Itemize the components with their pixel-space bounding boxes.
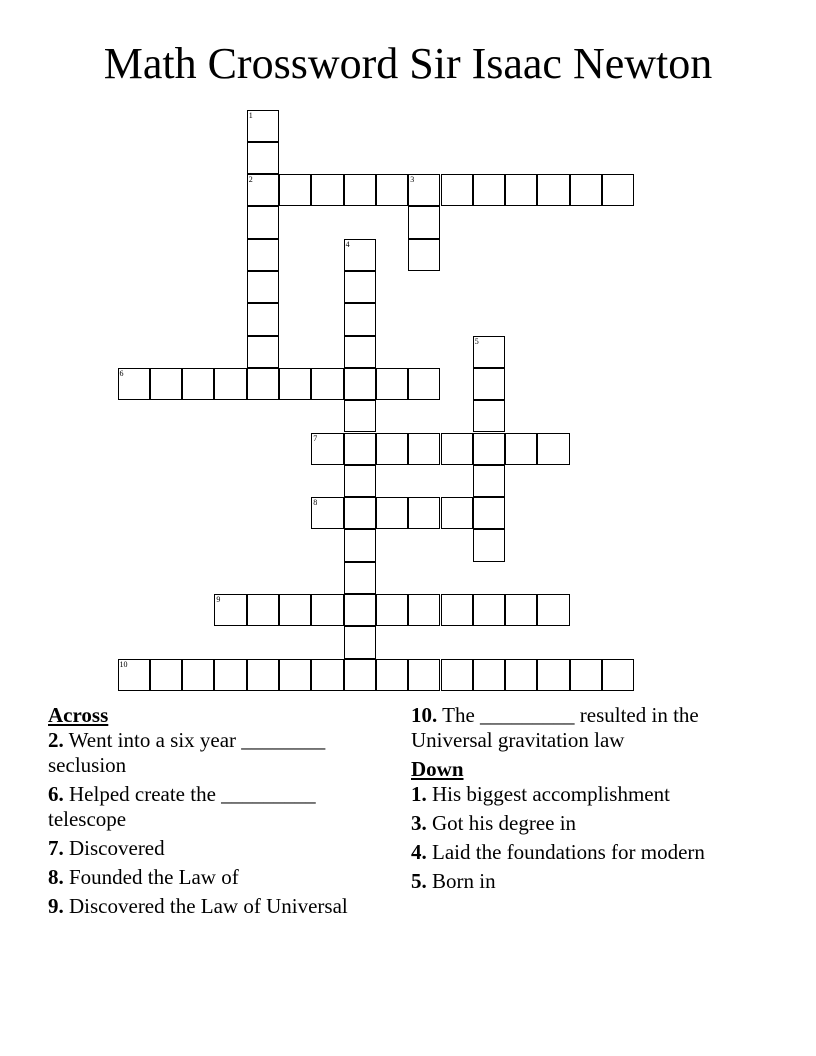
grid-cell[interactable] [505, 659, 537, 691]
page-title: Math Crossword Sir Isaac Newton [103, 39, 713, 88]
grid-cell[interactable] [344, 271, 376, 303]
grid-cell[interactable] [311, 594, 343, 626]
cell-number: 4 [345, 239, 350, 249]
grid-cell[interactable] [376, 659, 408, 691]
clue-across-6: 6. Helped create the _________ telescope [48, 782, 316, 831]
grid-cell[interactable] [344, 659, 376, 691]
cell-number: 1 [248, 110, 253, 120]
cell-number: 9 [216, 595, 221, 604]
grid-cell[interactable] [279, 174, 311, 206]
grid-cell[interactable] [344, 239, 376, 271]
grid-cell[interactable] [344, 400, 376, 432]
grid-cell[interactable] [247, 594, 279, 626]
grid-cell[interactable] [505, 433, 537, 465]
grid-cell[interactable] [118, 659, 150, 691]
grid-cell[interactable] [602, 659, 634, 691]
grid-cell[interactable] [537, 659, 569, 691]
grid-cell[interactable] [473, 336, 505, 368]
grid-cell[interactable] [344, 368, 376, 400]
across-heading: Across [48, 703, 109, 727]
grid-cell[interactable] [376, 174, 408, 206]
grid-cell[interactable] [214, 368, 246, 400]
grid-cell[interactable] [376, 368, 408, 400]
grid-cell[interactable] [182, 659, 214, 691]
grid-cell[interactable] [247, 336, 279, 368]
grid-cell[interactable] [344, 562, 376, 594]
clue-down-1: 1. His biggest accomplishment [411, 782, 670, 806]
grid-cell[interactable] [473, 659, 505, 691]
grid-cell[interactable] [247, 142, 279, 174]
grid-cell[interactable] [150, 659, 182, 691]
grid-cell[interactable] [473, 400, 505, 432]
grid-cell[interactable] [247, 239, 279, 271]
grid-cell[interactable] [441, 433, 473, 465]
grid-cell[interactable] [441, 594, 473, 626]
grid-cell[interactable] [344, 174, 376, 206]
clue-down-3: 3. Got his degree in [411, 811, 577, 835]
grid-cell[interactable] [247, 271, 279, 303]
clue-down-5: 5. Born in [411, 869, 496, 893]
grid-cell[interactable] [537, 174, 569, 206]
grid-cell[interactable] [247, 206, 279, 238]
grid-cell[interactable] [344, 433, 376, 465]
grid-cell[interactable] [473, 368, 505, 400]
grid-cell[interactable] [247, 174, 279, 206]
grid-cell[interactable] [408, 174, 440, 206]
grid-cell[interactable] [344, 465, 376, 497]
clue-down-4: 4. Laid the foundations for modern [411, 840, 705, 864]
grid-cell[interactable] [408, 239, 440, 271]
cell-number: 3 [410, 175, 415, 185]
grid-cell[interactable] [344, 497, 376, 529]
grid-cell[interactable] [311, 174, 343, 206]
grid-cell[interactable] [408, 659, 440, 691]
clue-across-2: 2. Went into a six year ________ seclusion [48, 728, 326, 777]
grid-cell[interactable] [279, 594, 311, 626]
grid-cell[interactable] [376, 594, 408, 626]
grid-cell[interactable] [376, 433, 408, 465]
grid-cell[interactable] [408, 206, 440, 238]
clue-across-9: 9. Discovered the Law of Universal [48, 894, 348, 918]
grid-cell[interactable] [441, 497, 473, 529]
down-heading: Down [411, 757, 464, 781]
grid-cell[interactable] [279, 659, 311, 691]
grid-cell[interactable] [214, 594, 246, 626]
cell-number: 7 [313, 433, 318, 443]
grid-cell[interactable] [441, 174, 473, 206]
grid-cell[interactable] [505, 174, 537, 206]
grid-cell[interactable] [150, 368, 182, 400]
continued-clues [411, 703, 751, 898]
grid-cell[interactable] [473, 433, 505, 465]
across-clues [48, 703, 388, 923]
grid-cell[interactable] [473, 497, 505, 529]
grid-cell[interactable] [344, 529, 376, 561]
grid-cell[interactable] [311, 368, 343, 400]
cell-number: 6 [119, 368, 124, 378]
grid-cell[interactable] [118, 368, 150, 400]
grid-cell[interactable] [344, 303, 376, 335]
clue-across-8: 8. Founded the Law of [48, 865, 239, 889]
grid-cell[interactable] [279, 368, 311, 400]
grid-cell[interactable] [376, 497, 408, 529]
grid-cell[interactable] [182, 368, 214, 400]
grid-cell[interactable] [408, 433, 440, 465]
grid-cell[interactable] [344, 594, 376, 626]
clue-across-10: 10. The _________ resulted in the Universal gravitation law [411, 703, 699, 752]
grid-cell[interactable] [473, 465, 505, 497]
grid-cell[interactable] [311, 497, 343, 529]
clue-across-7: 7. Discovered [48, 836, 165, 860]
grid-cell[interactable] [344, 626, 376, 658]
grid-cell[interactable] [214, 659, 246, 691]
grid-cell[interactable] [311, 433, 343, 465]
grid-cell[interactable] [408, 594, 440, 626]
grid-cell[interactable] [473, 594, 505, 626]
cell-number: 8 [313, 498, 318, 508]
grid-cell[interactable] [247, 368, 279, 400]
grid-cell[interactable] [570, 174, 602, 206]
grid-cell[interactable] [473, 174, 505, 206]
grid-cell[interactable] [537, 594, 569, 626]
grid-cell[interactable] [537, 433, 569, 465]
grid-cell[interactable] [247, 303, 279, 335]
grid-cell[interactable] [505, 594, 537, 626]
grid-cell[interactable] [344, 336, 376, 368]
grid-cell[interactable] [247, 659, 279, 691]
cell-number: 5 [474, 336, 479, 346]
grid-cell[interactable] [441, 659, 473, 691]
grid-cell[interactable] [247, 110, 279, 142]
cell-number: 10 [119, 659, 128, 669]
grid-cell[interactable] [602, 174, 634, 206]
cell-number: 2 [248, 175, 253, 185]
grid-cell[interactable] [408, 497, 440, 529]
grid-cell[interactable] [570, 659, 602, 691]
grid-cell[interactable] [473, 529, 505, 561]
grid-cell[interactable] [311, 659, 343, 691]
grid-cell[interactable] [408, 368, 440, 400]
